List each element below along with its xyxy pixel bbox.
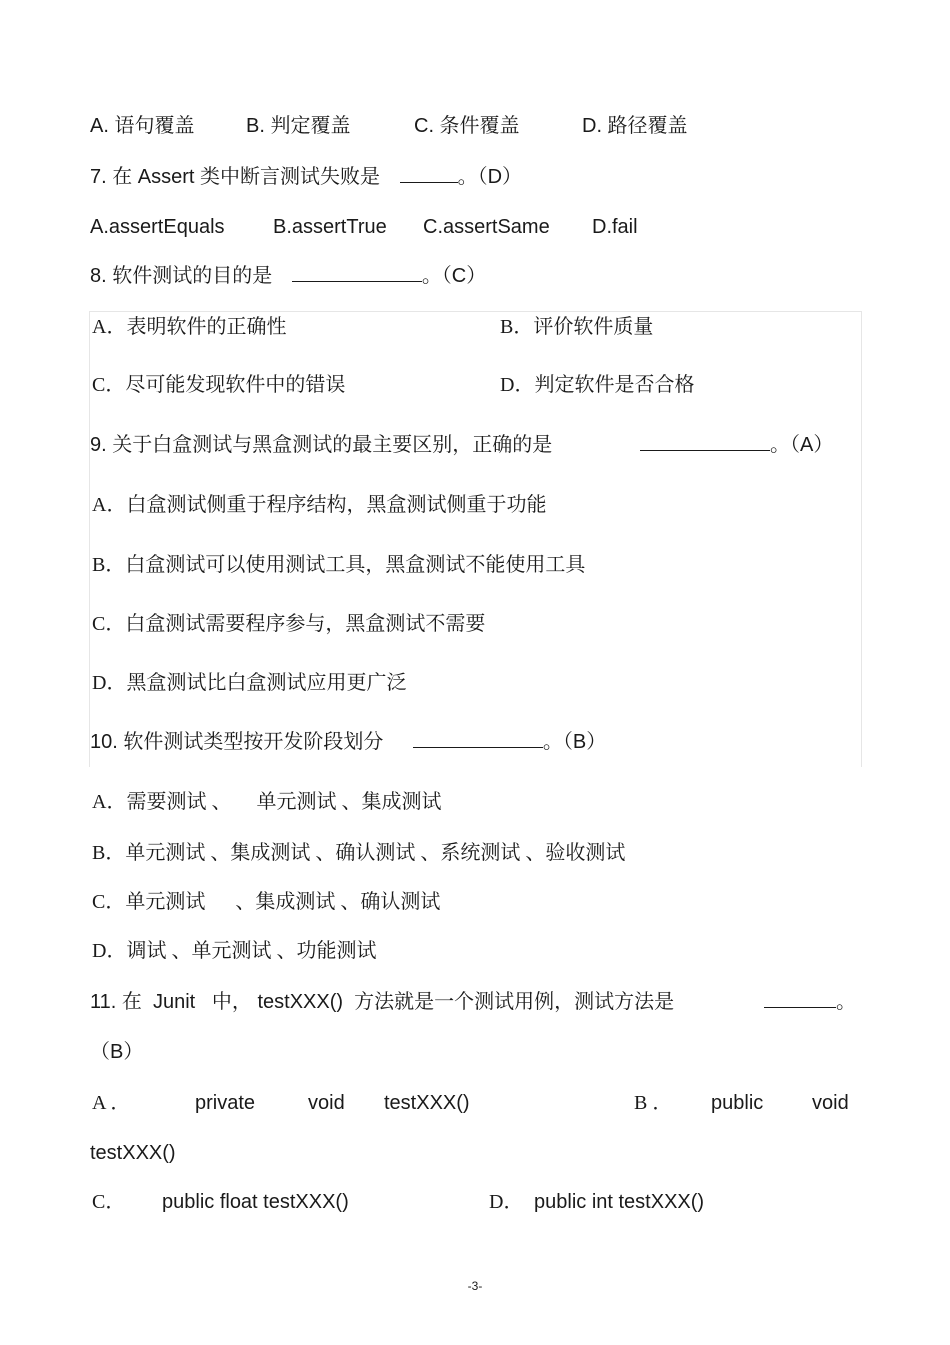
q11-option-a-letter: A ． <box>92 1092 131 1114</box>
q11-option-a-word1: private <box>195 1092 256 1114</box>
q11-option-b-letter: B ． <box>634 1092 673 1114</box>
q11-option-d-letter: D． <box>489 1191 524 1213</box>
q10-stem <box>90 729 606 755</box>
q8-stem-text: 8. 软件测试的目的是 <box>90 265 273 287</box>
q6-option-c: C. 条件覆盖 <box>414 115 520 137</box>
q7-stem <box>90 164 522 190</box>
q11-blank-wrap <box>764 989 856 1015</box>
q11-option-b-word3: testXXX() <box>90 1142 176 1164</box>
q10-option-a: A．需要测试 、 单元测试 、集成测试 <box>92 791 442 813</box>
q11-answer: （B） <box>90 1041 144 1063</box>
q7-stem-text: 7. 在 Assert 类中断言测试失败是 <box>90 166 381 188</box>
q9-option-c: C．白盒测试需要程序参与，黑盒测试不需要 <box>92 613 486 635</box>
answer-blank <box>400 164 458 183</box>
q8-option-a: A．表明软件的正确性 <box>92 316 287 338</box>
q9-answer-wrap <box>640 432 833 458</box>
q10-answer: 。（B） <box>542 731 607 753</box>
q8-answer: 。（C） <box>421 265 487 287</box>
q7-option-c: C.assertSame <box>423 216 550 238</box>
q6-option-d: D. 路径覆盖 <box>582 115 688 137</box>
q11-option-c-text: public float testXXX() <box>162 1191 349 1213</box>
answer-blank <box>292 263 422 282</box>
q11-option-b-word1: public <box>711 1092 764 1114</box>
q7-option-d: D.fail <box>592 216 638 238</box>
q8-stem <box>90 263 486 289</box>
q8-option-d: D．判定软件是否合格 <box>500 374 695 396</box>
q11-option-d-text: public int testXXX() <box>534 1191 705 1213</box>
answer-blank <box>764 989 836 1008</box>
q11-stem: 11. 在 Junit 中， testXXX() 方法就是一个测试用例，测试方法是 <box>90 991 675 1013</box>
page-number: -3- <box>467 1279 483 1293</box>
q6-option-a: A. 语句覆盖 <box>90 115 195 137</box>
q10-option-b: B．单元测试 、集成测试 、确认测试 、系统测试 、验收测试 <box>92 842 626 864</box>
q9-option-d: D．黑盒测试比白盒测试应用更广泛 <box>92 672 407 694</box>
q8-option-c: C．尽可能发现软件中的错误 <box>92 374 346 396</box>
q10-option-c: C．单元测试 、集成测试 、确认测试 <box>92 891 441 913</box>
q11-option-c-letter: C． <box>92 1191 126 1213</box>
q9-stem: 9. 关于白盒测试与黑盒测试的最主要区别，正确的是 <box>90 434 553 456</box>
q10-stem-text: 10. 软件测试类型按开发阶段划分 <box>90 731 384 753</box>
q9-answer: 。（A） <box>770 434 834 456</box>
q9-option-b: B．白盒测试可以使用测试工具，黑盒测试不能使用工具 <box>92 554 586 576</box>
q11-option-b-word2: void <box>812 1092 849 1114</box>
q7-answer: 。（D） <box>457 166 523 188</box>
q7-option-a: A.assertEquals <box>90 216 225 238</box>
q8-option-b: B．评价软件质量 <box>500 316 654 338</box>
q10-option-d: D．调试 、单元测试 、功能测试 <box>92 940 377 962</box>
answer-blank <box>640 432 770 451</box>
q9-option-a: A．白盒测试侧重于程序结构，黑盒测试侧重于功能 <box>92 494 547 516</box>
q11-option-a-word3: testXXX() <box>384 1092 470 1114</box>
q6-option-b: B. 判定覆盖 <box>246 115 351 137</box>
q7-option-b: B.assertTrue <box>273 216 387 238</box>
answer-blank <box>413 729 543 748</box>
q11-option-a-word2: void <box>308 1092 345 1114</box>
q11-blank-end: 。 <box>836 991 856 1013</box>
